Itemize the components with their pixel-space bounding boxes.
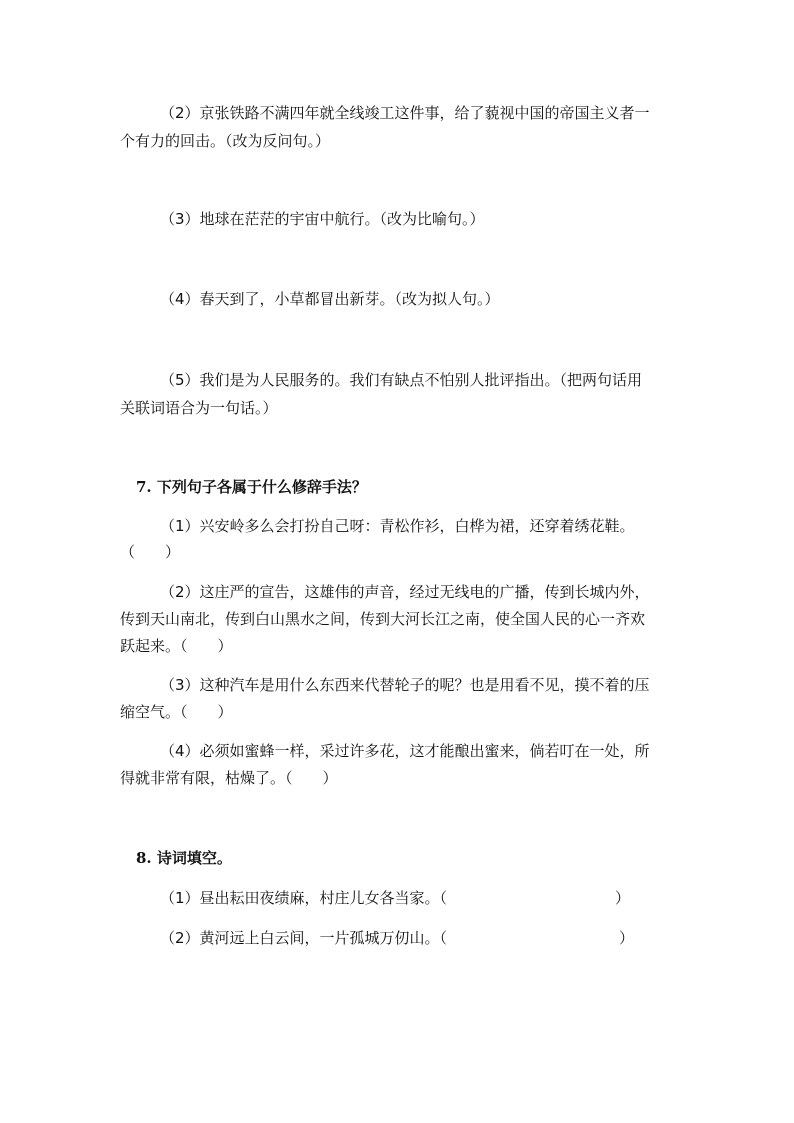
q7-1-line-1: （1）兴安岭多么会打扮自己呀：青松作衫，白桦为裙，还穿着绣花鞋。 xyxy=(160,517,635,535)
q7-4-line-1: （4）必须如蜜蜂一样，采过许多花，这才能酿出蜜来，倘若叮在一处，所 xyxy=(160,742,650,760)
q7-2-line-2: 传到天山南北，传到白山黑水之间，传到大河长江之南，使全国人民的心一齐欢 xyxy=(120,610,646,628)
q6-4: （4）春天到了，小草都冒出新芽。（改为拟人句。） xyxy=(160,290,500,308)
q6-2-line-1: （2）京张铁路不满四年就全线竣工这件事，给了藐视中国的帝国主义者一 xyxy=(160,104,650,122)
q7-3-line-2: 缩空气。（ ） xyxy=(120,703,233,721)
q7-4-line-2: 得就非常有限，枯燥了。（ ） xyxy=(120,769,338,787)
section-8-title: 8. 诗词填空。 xyxy=(136,849,232,867)
q7-2-line-1: （2）这庄严的宣告，这雄伟的声音，经过无线电的广播，传到长城内外， xyxy=(160,583,650,601)
q6-3: （3）地球在茫茫的宇宙中航行。（改为比喻句。） xyxy=(160,210,485,228)
q8-1-close-paren: ） xyxy=(615,889,631,907)
q7-1-line-2: （ ） xyxy=(120,543,181,561)
q8-2-close-paren: ） xyxy=(619,929,635,947)
section-7-title: 7. 下列句子各属于什么修辞手法？ xyxy=(136,478,367,496)
q6-2-line-2: 个有力的回击。（改为反问句。） xyxy=(120,132,331,150)
q8-1 xyxy=(160,888,720,908)
q8-2 xyxy=(160,928,720,948)
q6-5-line-1: （5）我们是为人民服务的。我们有缺点不怕别人批评指出。（把两句话用 xyxy=(160,371,643,389)
q7-3-line-1: （3）这种汽车是用什么东西来代替轮子的呢？也是用看不见，摸不着的压 xyxy=(160,676,650,694)
q8-2-text: （2）黄河远上白云间，一片孤城万仞山。（ xyxy=(160,929,448,947)
q7-2-line-3: 跃起来。（ ） xyxy=(120,637,233,655)
q6-5-line-2: 关联词语合为一句话。） xyxy=(120,399,278,417)
q8-1-text: （1）昼出耘田夜绩麻，村庄儿女各当家。（ xyxy=(160,889,448,907)
